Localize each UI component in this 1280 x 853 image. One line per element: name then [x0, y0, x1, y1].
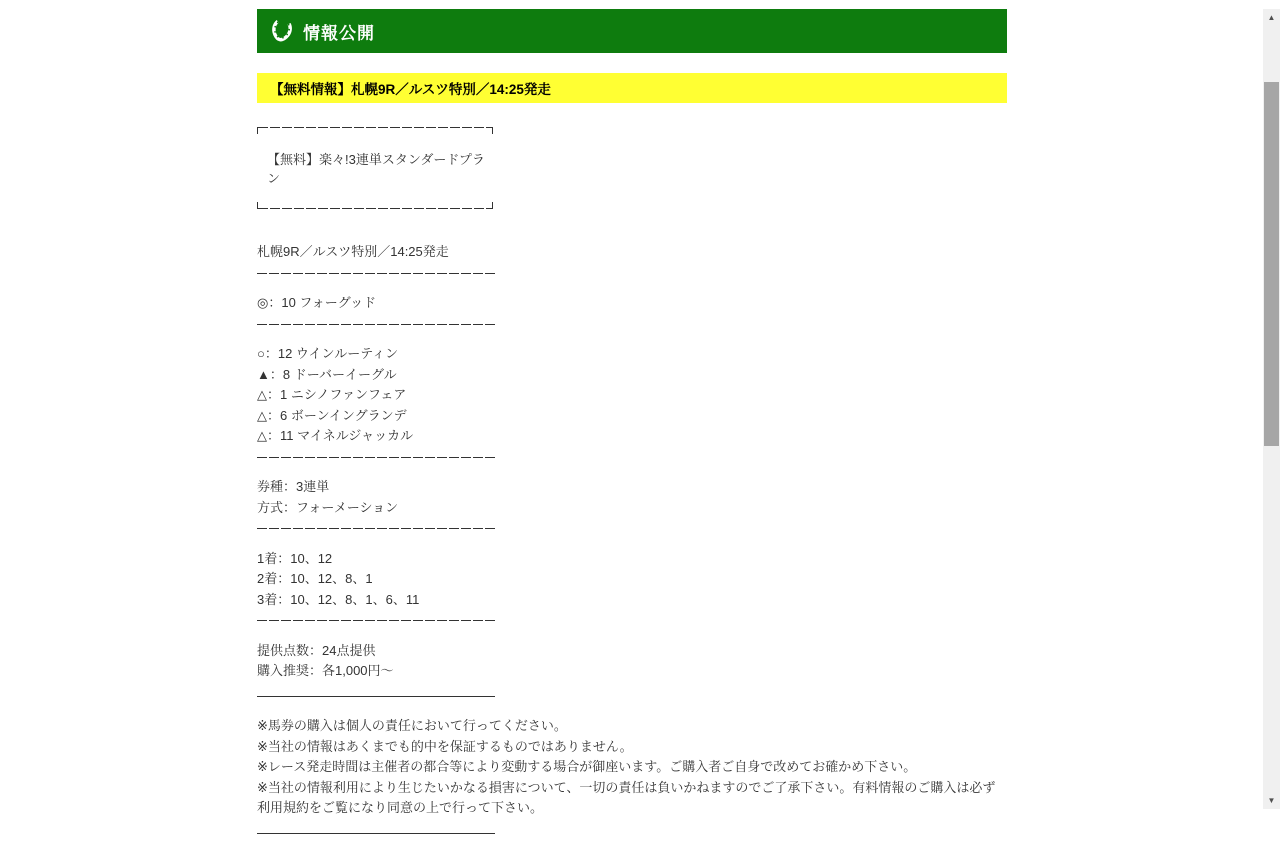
separator-line — [257, 620, 496, 621]
plan-box-bottom-border — [257, 202, 493, 209]
points-offered: 提供点数：24点提供 — [257, 641, 1007, 662]
formation-row: 1着：10、12 — [257, 549, 1007, 570]
scrollbar-thumb[interactable] — [1264, 82, 1279, 446]
scroll-down-icon[interactable]: ▼ — [1263, 792, 1280, 809]
plan-box-top-border — [257, 127, 493, 134]
pick-item: △：1 ニシノファンフェア — [257, 385, 1007, 406]
separator-solid — [257, 833, 1007, 853]
disclaimer-note: ※当社の情報利用により生じたいかなる損害について、一切の責任は負いかねますのでご了承下さい。有料情報のご購入は必ず利用規約をご覧になり同意の上で行って下さい。 — [257, 778, 1007, 819]
horseshoe-icon — [268, 18, 295, 45]
disclaimer-note: ※レース発走時間は主催者の都合等により変動する場合が御座います。ご購入者ご自身で改めてお確かめ下さい。 — [257, 757, 1007, 778]
disclaimer-note: ※当社の情報はあくまでも的中を保証するものではありません。 — [257, 737, 1007, 758]
plan-title: 【無料】楽々!3連単スタンダードプラン — [257, 134, 493, 202]
separator-dashed — [257, 273, 1007, 294]
bet-method: 方式：フォーメーション — [257, 498, 1007, 519]
separator-line — [257, 528, 496, 529]
separator-line — [257, 324, 496, 325]
separator-line — [257, 696, 495, 697]
separator-dashed — [257, 620, 1007, 641]
separator-line — [257, 273, 496, 274]
bet-type: 券種：3連単 — [257, 477, 1007, 498]
content-column — [257, 9, 1007, 853]
separator-dashed — [257, 457, 1007, 478]
banner-text: 【無料情報】札幌9R／ルスツ特別／14:25発走 — [270, 78, 551, 98]
disclaimer-note: ※馬券の購入は個人の責任において行ってください。 — [257, 716, 1007, 737]
separator-line — [257, 833, 495, 834]
pick-item: △：6 ボーンイングランデ — [257, 406, 1007, 427]
purchase-recommendation: 購入推奨：各1,000円～ — [257, 661, 1007, 682]
vertical-scrollbar[interactable] — [1263, 9, 1280, 809]
scroll-up-icon[interactable]: ▲ — [1263, 9, 1280, 26]
pick-item: ▲：8 ドーバーイーグル — [257, 365, 1007, 386]
free-info-banner — [257, 73, 1007, 103]
race-title: 札幌9R／ルスツ特別／14:25発走 — [257, 242, 1007, 263]
separator-solid — [257, 696, 1007, 717]
page-title: 情報公開 — [303, 19, 375, 44]
tips-body — [257, 242, 1007, 853]
formation-row: 2着：10、12、8、1 — [257, 569, 1007, 590]
pick-item: △：11 マイネルジャッカル — [257, 426, 1007, 447]
pick-item: ○：12 ウインルーティン — [257, 344, 1007, 365]
pick-honmei: ◎：10 フォーグッド — [257, 293, 1007, 314]
plan-box — [257, 127, 493, 209]
formation-row: 3着：10、12、8、1、6、11 — [257, 590, 1007, 611]
separator-line — [257, 457, 496, 458]
separator-dashed — [257, 528, 1007, 549]
header-bar — [257, 9, 1007, 53]
separator-dashed — [257, 324, 1007, 345]
